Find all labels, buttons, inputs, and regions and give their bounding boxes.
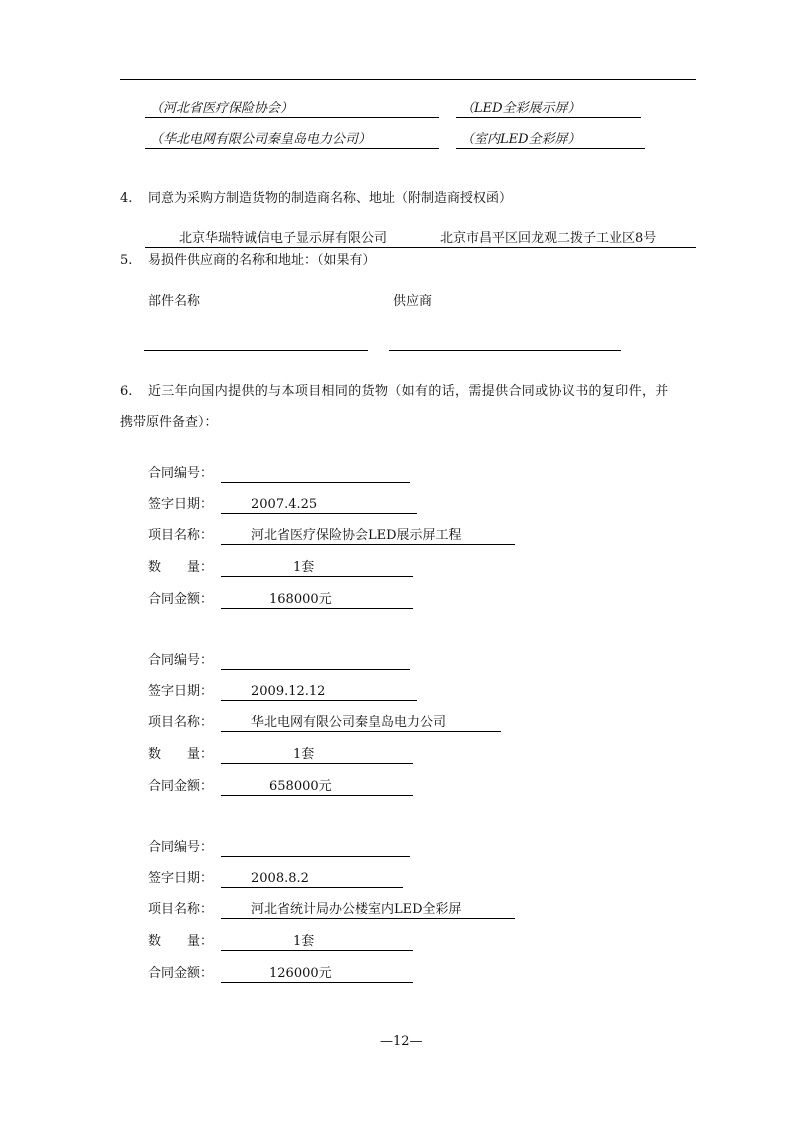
contract-sign-date-value: 2009.12.12	[251, 684, 326, 699]
contract-1-quantity	[221, 560, 413, 577]
item5-number: 5.	[120, 253, 133, 268]
contract-amount-value: 658000元	[269, 779, 332, 794]
label-sign-date: 签字日期：	[148, 497, 214, 512]
item5-text: 易损件供应商的名称和地址：（如果有）	[148, 253, 376, 268]
contract-sign-date-value: 2007.4.25	[251, 497, 318, 512]
contract-project-value: 华北电网有限公司秦皇岛电力公司	[251, 715, 447, 730]
item6-text-line2: 携带原件备查）：	[120, 415, 218, 430]
contract-2-quantity	[221, 747, 413, 764]
contract-quantity-value: 1套	[293, 934, 315, 949]
contract-3-quantity	[221, 934, 413, 951]
label-contract-no: 合同编号：	[148, 840, 214, 855]
manufacturer-line	[145, 231, 696, 248]
contract-quantity-value: 1套	[293, 560, 315, 575]
prev-product-2: （室内LED全彩屏）	[456, 132, 645, 149]
label-amount: 合同金额：	[148, 592, 214, 607]
supplier-header: 供应商	[393, 294, 433, 309]
contract-amount-value: 168000元	[269, 592, 332, 607]
contract-2-project	[221, 715, 501, 732]
label-amount: 合同金额：	[148, 966, 214, 981]
contract-quantity-value: 1套	[293, 747, 315, 762]
prev-client-2: （华北电网有限公司秦皇岛电力公司）	[145, 132, 439, 149]
label-sign-date: 签字日期：	[148, 871, 214, 886]
item6-number: 6.	[120, 384, 133, 399]
label-project: 项目名称：	[148, 902, 214, 917]
contract-3-amount	[221, 966, 413, 983]
item4-text: 同意为采购方制造货物的制造商名称、地址（附制造商授权函）	[148, 191, 513, 206]
label-sign-date: 签字日期：	[148, 684, 214, 699]
contract-3-contract-no	[221, 840, 410, 857]
contract-3-project	[221, 902, 515, 919]
label-quantity: 数 量：	[148, 560, 214, 575]
contract-2-sign-date	[221, 684, 417, 701]
label-amount: 合同金额：	[148, 779, 214, 794]
prev-client-1: （河北省医疗保险协会）	[145, 101, 439, 118]
supplier-line	[389, 350, 621, 351]
contract-sign-date-value: 2008.8.2	[251, 871, 309, 886]
item6-text-line1: 近三年向国内提供的与本项目相同的货物（如有的话，需提供合同或协议书的复印件，并	[148, 384, 669, 399]
label-quantity: 数 量：	[148, 747, 214, 762]
item4-number: 4.	[120, 191, 133, 206]
contract-2-amount	[221, 779, 413, 796]
label-contract-no: 合同编号：	[148, 466, 214, 481]
prev-product-1: （LED全彩展示屏）	[456, 101, 641, 118]
contract-1-contract-no	[221, 466, 410, 483]
contract-amount-value: 126000元	[269, 966, 332, 981]
part-name-line	[144, 350, 368, 351]
header-rule	[120, 79, 696, 80]
contract-1-project	[221, 528, 515, 545]
manufacturer-address: 北京市昌平区回龙观二拨子工业区8号	[440, 231, 657, 246]
page-number: —12—	[380, 1034, 423, 1049]
manufacturer-name: 北京华瑞特诚信电子显示屏有限公司	[179, 231, 388, 246]
contract-3-sign-date	[221, 871, 403, 888]
label-contract-no: 合同编号：	[148, 653, 214, 668]
contract-2-contract-no	[221, 653, 410, 670]
contract-project-value: 河北省统计局办公楼室内LED全彩屏	[251, 902, 462, 917]
part-name-header: 部件名称	[148, 294, 201, 309]
contract-project-value: 河北省医疗保险协会LED展示屏工程	[251, 528, 462, 543]
label-project: 项目名称：	[148, 715, 214, 730]
label-project: 项目名称：	[148, 528, 214, 543]
label-quantity: 数 量：	[148, 934, 214, 949]
contract-1-sign-date	[221, 497, 417, 514]
contract-1-amount	[221, 592, 413, 609]
